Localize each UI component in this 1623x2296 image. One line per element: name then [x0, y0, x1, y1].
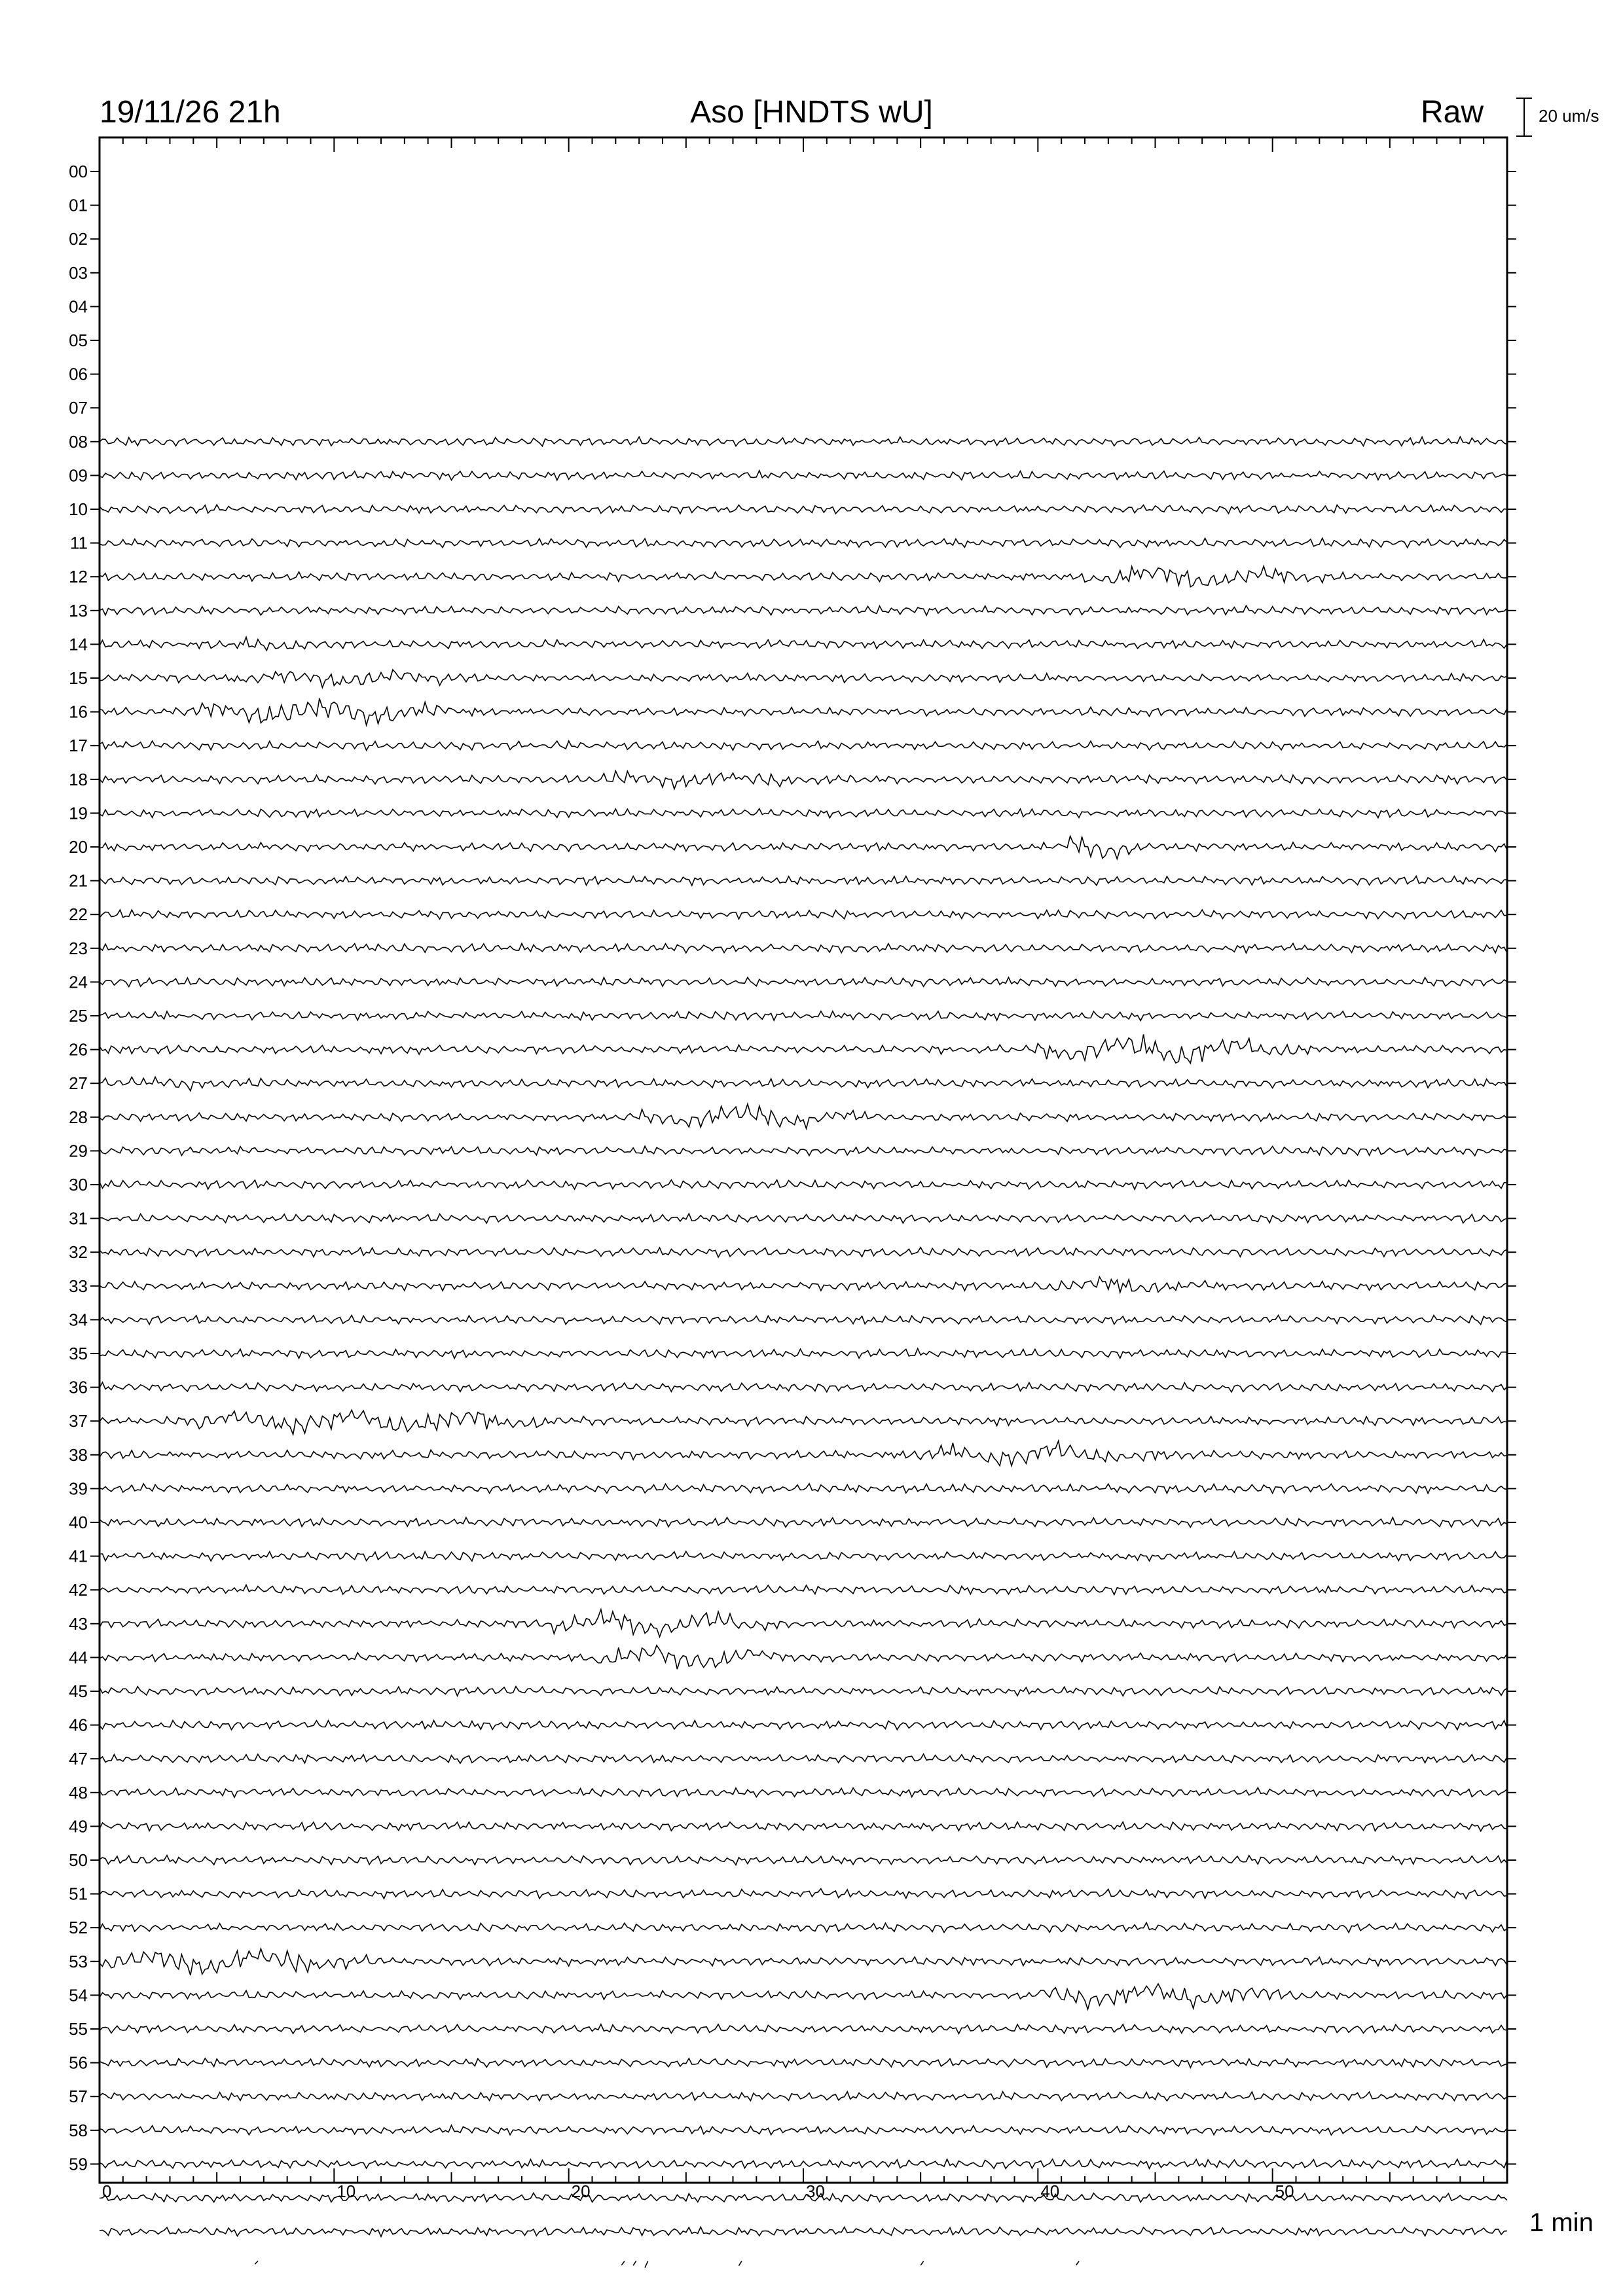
row-label: 26 [69, 1039, 88, 1060]
trace-row [100, 2092, 1507, 2101]
trace-row [100, 1609, 1507, 1637]
row-label: 53 [69, 1951, 88, 1971]
x-tick-labels [102, 2181, 1294, 2201]
trace-row [100, 1146, 1507, 1156]
row-label: 52 [69, 1918, 88, 1938]
row-label: 08 [69, 431, 88, 452]
trace-row [100, 2227, 1507, 2237]
row-label: 29 [69, 1141, 88, 1161]
row-label: 06 [69, 364, 88, 384]
x-tick-label: 0 [102, 2181, 112, 2201]
row-label: 56 [69, 2053, 88, 2073]
trace-row [100, 1348, 1507, 1358]
trace-row [100, 741, 1507, 750]
row-label: 55 [69, 2019, 88, 2039]
trace-row [100, 538, 1507, 548]
x-axis-unit-label: 1 min [1529, 2208, 1594, 2237]
trace-row [100, 1034, 1507, 1063]
trace-row [100, 1316, 1507, 1325]
row-label: 21 [69, 870, 88, 891]
row-label: 54 [69, 1985, 88, 2005]
row-label: 09 [69, 465, 88, 486]
trace-row [100, 910, 1507, 919]
row-label: 13 [69, 600, 88, 620]
row-label: 00 [69, 162, 88, 181]
x-tick-label: 20 [571, 2181, 591, 2201]
trace-row [100, 471, 1507, 480]
x-tick-label: 10 [337, 2181, 356, 2201]
row-label: 33 [69, 1276, 88, 1296]
chart-title: Aso [HNDTS wU] [690, 95, 933, 130]
row-label: 01 [69, 195, 88, 215]
trace-row [100, 698, 1507, 725]
row-label: 38 [69, 1444, 88, 1465]
trace-row [100, 1787, 1507, 1797]
date-hour-label: 19/11/26 21h [100, 95, 281, 130]
row-label: 46 [69, 1715, 88, 1735]
trace-row [100, 1984, 1507, 2009]
row-label: 49 [69, 1816, 88, 1837]
row-label: 50 [69, 1850, 88, 1870]
row-label: 34 [69, 1310, 88, 1330]
row-label: 10 [69, 499, 88, 519]
x-tick-label: 40 [1040, 2181, 1060, 2201]
trace-row [100, 1441, 1507, 1466]
row-label: 28 [69, 1107, 88, 1127]
row-label: 18 [69, 769, 88, 789]
trace-row [100, 1484, 1507, 1494]
trace-row [100, 1856, 1507, 1865]
trace-row [100, 1410, 1507, 1434]
trace-row [100, 809, 1507, 818]
row-label: 16 [69, 702, 88, 722]
row-label: 14 [69, 634, 88, 655]
trace-row [100, 1948, 1507, 1975]
trace-row [100, 2159, 1507, 2168]
row-label: 45 [69, 1681, 88, 1701]
trace-row [100, 1721, 1507, 1730]
row-label: 35 [69, 1344, 88, 1363]
row-label: 48 [69, 1782, 88, 1803]
row-label: 37 [69, 1411, 88, 1431]
row-label: 43 [69, 1613, 88, 1634]
row-label: 44 [69, 1647, 88, 1668]
row-labels [69, 162, 88, 2174]
x-tick-label: 30 [806, 2181, 825, 2201]
trace-row [100, 1923, 1507, 1933]
x-tick-label: 50 [1275, 2181, 1294, 2201]
trace-row [100, 876, 1507, 886]
trace-row [100, 1889, 1507, 1899]
row-label: 42 [69, 1580, 88, 1600]
mode-label: Raw [1421, 95, 1484, 130]
trace-row [100, 1247, 1507, 1257]
trace-row [100, 437, 1507, 446]
trace-row [100, 2193, 1507, 2202]
trace-row [100, 1585, 1507, 1595]
row-label: 20 [69, 837, 88, 857]
row-label: 17 [69, 736, 88, 756]
row-label: 22 [69, 905, 88, 925]
row-label: 59 [69, 2154, 88, 2174]
trace-row [100, 771, 1507, 789]
row-label: 36 [69, 1377, 88, 1397]
trace-row [100, 2058, 1507, 2068]
trace-row [100, 1382, 1507, 1392]
row-label: 40 [69, 1513, 88, 1532]
trace-row [100, 2125, 1507, 2135]
row-label: 07 [69, 398, 88, 418]
seismic-traces [100, 437, 1507, 2267]
trace-row [100, 977, 1507, 986]
row-label: 31 [69, 1208, 88, 1229]
trace-row [100, 1180, 1507, 1189]
row-label: 12 [69, 567, 88, 587]
row-label: 41 [69, 1546, 88, 1566]
row-label: 05 [69, 331, 88, 350]
trace-row [100, 605, 1507, 615]
trace-row [100, 1104, 1507, 1129]
trace-row [100, 637, 1507, 651]
trace-row [100, 1011, 1507, 1021]
row-label: 19 [69, 803, 88, 823]
row-label: 58 [69, 2120, 88, 2140]
trace-row [100, 670, 1507, 687]
row-label: 11 [70, 533, 88, 553]
trace-row [100, 943, 1507, 953]
row-label: 57 [69, 2087, 88, 2107]
row-label: 32 [69, 1242, 88, 1263]
trace-row [100, 505, 1507, 514]
row-label: 27 [69, 1073, 88, 1094]
row-label: 02 [69, 229, 88, 249]
trace-row [100, 1645, 1507, 1669]
trace-row [100, 2024, 1507, 2034]
row-label: 30 [69, 1175, 88, 1194]
row-label: 04 [69, 296, 88, 317]
trace-row [100, 1687, 1507, 1696]
trace-row [100, 1517, 1507, 1527]
trace-row [100, 1754, 1507, 1763]
trace-row [100, 1822, 1507, 1831]
trace-row [100, 836, 1507, 859]
row-label: 23 [69, 938, 88, 958]
row-label: 24 [69, 972, 88, 992]
trace-row [100, 1551, 1507, 1561]
amplitude-scale-label: 20 um/s [1539, 106, 1599, 126]
trace-row [100, 1213, 1507, 1223]
row-label: 51 [69, 1884, 88, 1904]
row-label: 15 [69, 668, 88, 688]
trace-row [100, 566, 1507, 587]
row-label: 25 [69, 1006, 88, 1026]
trace-row [100, 1277, 1507, 1293]
row-label: 39 [69, 1479, 88, 1499]
row-label: 03 [69, 262, 88, 283]
trace-row [255, 2261, 1507, 2267]
row-label: 47 [69, 1749, 88, 1769]
trace-row [100, 1077, 1507, 1091]
